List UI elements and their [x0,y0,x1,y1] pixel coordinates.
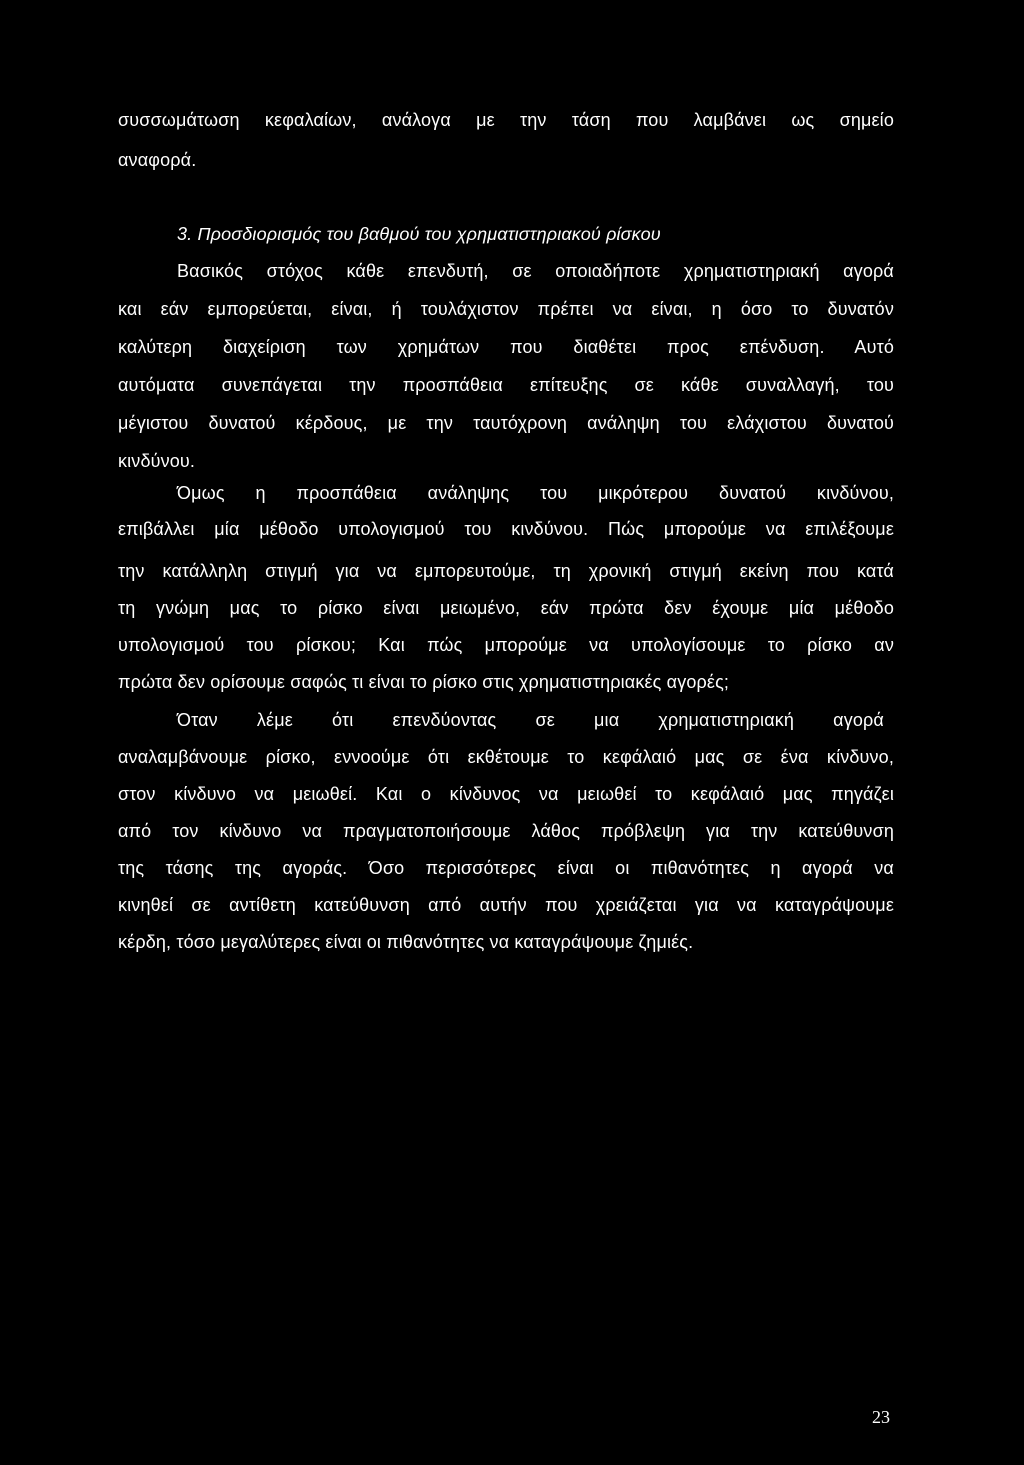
body-text-line: από τον κίνδυνο να πραγματοποιήσουμε λάθος πρόβλεψη για την κατεύθυνση [118,821,894,841]
section-heading: 3. Προσδιορισμός του βαθμού του χρηματιστηριακού ρίσκου [177,224,661,244]
body-text-line: της τάσης της αγοράς. Όσο περισσότερες είναι οι πιθανότητες η αγορά να [118,858,894,878]
body-text-line: κέρδη, τόσο μεγαλύτερες είναι οι πιθανότητες να καταγράψουμε ζημιές. [118,932,694,952]
body-text-line: και εάν εμπορεύεται, είναι, ή τουλάχιστον πρέπει να είναι, η όσο το δυνατόν [118,299,894,319]
body-text-line: αναλαμβάνουμε ρίσκο, εννοούμε ότι εκθέτουμε το κεφάλαιό μας σε ένα κίνδυνο, [118,747,894,767]
body-text-line: καλύτερη διαχείριση των χρημάτων που διαθέτει προς επένδυση. Αυτό [118,337,894,357]
body-text-line: πρώτα δεν ορίσουμε σαφώς τι είναι το ρίσκο στις χρηματιστηριακές αγορές; [118,672,730,692]
body-text-line: Όταν λέμε ότι επενδύοντας σε μια χρηματιστηριακή αγορά [177,710,884,730]
body-text-line: υπολογισμού του ρίσκου; Και πώς μπορούμε να υπολογίσουμε το ρίσκο αν [118,635,894,655]
body-text-line: συσσωμάτωση κεφαλαίων, ανάλογα με την τάση που λαμβάνει ως σημείο [118,110,894,130]
body-text-line: την κατάλληλη στιγμή για να εμπορευτούμε, τη χρονική στιγμή εκείνη που κατά [118,561,894,581]
body-text-line: επιβάλλει μία μέθοδο υπολογισμού του κινδύνου. Πώς μπορούμε να επιλέξουμε [118,519,894,539]
body-text-line: μέγιστου δυνατού κέρδους, με την ταυτόχρονη ανάληψη του ελάχιστου δυνατού [118,413,894,433]
body-text-line: Όμως η προσπάθεια ανάληψης του μικρότερου δυνατού κινδύνου, [177,483,894,503]
body-text-line: κινηθεί σε αντίθετη κατεύθυνση από αυτήν που χρειάζεται για να καταγράψουμε [118,895,894,915]
body-text-line: τη γνώμη μας το ρίσκο είναι μειωμένο, εάν πρώτα δεν έχουμε μία μέθοδο [118,598,894,618]
body-text-line: Βασικός στόχος κάθε επενδυτή, σε οποιαδήποτε χρηματιστηριακή αγορά [177,261,894,281]
page-number: 23 [872,1407,890,1427]
body-text-line: στον κίνδυνο να μειωθεί. Και ο κίνδυνος να μειωθεί το κεφάλαιό μας πηγάζει [118,784,894,804]
body-text-line: κινδύνου. [118,451,196,471]
body-text-line: αυτόματα συνεπάγεται την προσπάθεια επίτευξης σε κάθε συναλλαγή, του [118,375,894,395]
body-text-line: αναφορά. [118,150,197,170]
